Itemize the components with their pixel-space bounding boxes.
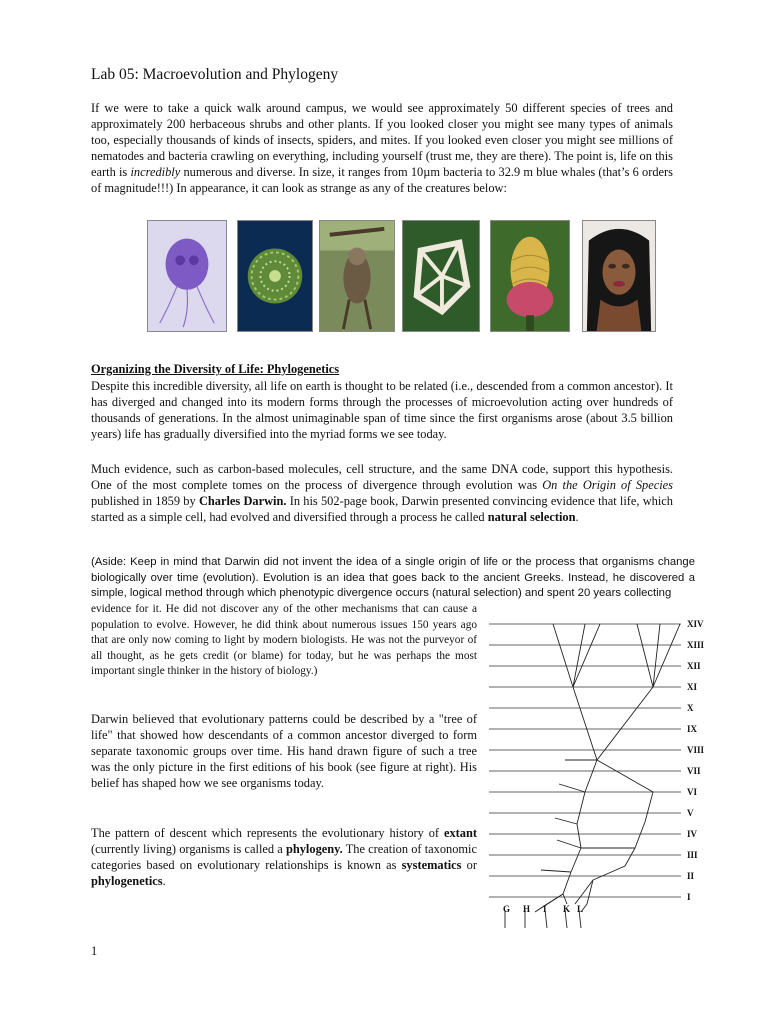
sloth-image [319, 220, 395, 332]
intro-paragraph: If we were to take a quick walk around campus, we would see approximately 50 different species of trees and approximately 200 herbaceous shrubs and other plants. If you looked closer you might see many types of animals too, especially thousands of kinds of insects, spiders, and mites. If you looked even closer you might see millions of nematodes and bacteria crawling on everything, including yourself (trust me, they are there). The point is, life on this earth is incredibly numerous and diverse. In size, it ranges from 10µm bacteria to 32.9 m blue whales (that’s 6 orders of magnitude!!!) In appearance, it can look as strange as any of the creatures below: [91, 101, 673, 195]
drag-queen-portrait-image [582, 220, 656, 332]
tree-level-label: V [687, 808, 694, 818]
phylogeny-paragraph: The pattern of descent which represents the evolutionary history of extant (currently living) organisms is called a phylogeny. The creation of taxonomic categories based on evolutionary relationships is known as systematics or phylogenetics. [91, 826, 477, 888]
lattice-coral-image [402, 220, 480, 332]
tree-leaf-label: I [543, 904, 547, 914]
pollen-grain-image [237, 220, 313, 332]
tree-level-label: X [687, 703, 694, 713]
tree-level-label: VIII [687, 745, 705, 755]
tree-level-label: IV [687, 829, 698, 839]
aside-paragraph-bottom: evidence for it. He did not discover any of the other mechanisms that can cause a population to evolve. However, he did think about numerous issues 150 years ago that are only now coming to light by modern biologists. He was not the purveyor of all thought, as he gets credit (or blame) for today, but he was perhaps the most important single thinker in the history of biology.) [91, 603, 477, 677]
tree-leaf-label: H [523, 904, 531, 914]
darwin-paragraph: Much evidence, such as carbon-based molecules, cell structure, and the same DNA code, support this hypothesis. One of the most complete tomes on the process of divergence through evolution was On the Origin of Species published in 1859 by Charles Darwin. In his 502-page book, Darwin presented convincing evidence that life, which started as a simple cell, had evolved and diversified through a process he called natural selection. [91, 462, 674, 524]
giardia-image [147, 220, 227, 332]
page-title: Lab 05: Macroevolution and Phylogeny [91, 66, 339, 83]
darwin-tree-figure [485, 612, 720, 932]
tree-level-label: VI [687, 787, 698, 797]
section-heading: Organizing the Diversity of Life: Phylogenetics [91, 362, 340, 376]
page-number: 1 [91, 944, 98, 958]
tree-level-label: XIV [687, 619, 704, 629]
tree-level-label: IX [687, 724, 698, 734]
aside-paragraph-top: (Aside: Keep in mind that Darwin did not invent the idea of a single origin of life or the process that organisms change biologically over time (evolution). Evolution is an idea that goes back to the ancient Greeks. Instead, he discovered a simple, logical method through which phenotypic divergence occurs (natural selection) and spent 20 years collecting [91, 556, 695, 599]
tree-level-label: II [687, 871, 695, 881]
creature-gallery [147, 220, 657, 332]
tree-leaf-label: K [563, 904, 571, 914]
diversity-paragraph: Despite this incredible diversity, all life on earth is thought to be related (i.e., descended from a common ancestor). It has diverged and changed into its modern forms through the processes of microevolution acting over hundreds of thousands of generations. In the almost unimaginable span of time since the first organisms arose (about 3.5 billion years) life has gradually diversified into the myriad forms we see today. [91, 379, 673, 441]
tree-level-label: VII [687, 766, 701, 776]
tree-level-label: XIII [687, 640, 705, 650]
tree-level-label: XII [687, 661, 701, 671]
tree-leaf-label: L [577, 904, 584, 914]
tree-level-label: III [687, 850, 698, 860]
tree-level-label: XI [687, 682, 698, 692]
tree-of-life-paragraph: Darwin believed that evolutionary patterns could be described by a "tree of life" that showed how descendants of a common ancestor diverged to form separate taxonomic groups over time. His hand drawn figure of such a tree was the only picture in the first editions of his book (see figure at right). His belief has shaped how we see organisms today. [91, 712, 477, 790]
darwin-tree-svg [485, 612, 720, 932]
tree-level-label: I [687, 892, 691, 902]
ginger-flower-image [490, 220, 570, 332]
tree-leaf-label: G [503, 904, 511, 914]
